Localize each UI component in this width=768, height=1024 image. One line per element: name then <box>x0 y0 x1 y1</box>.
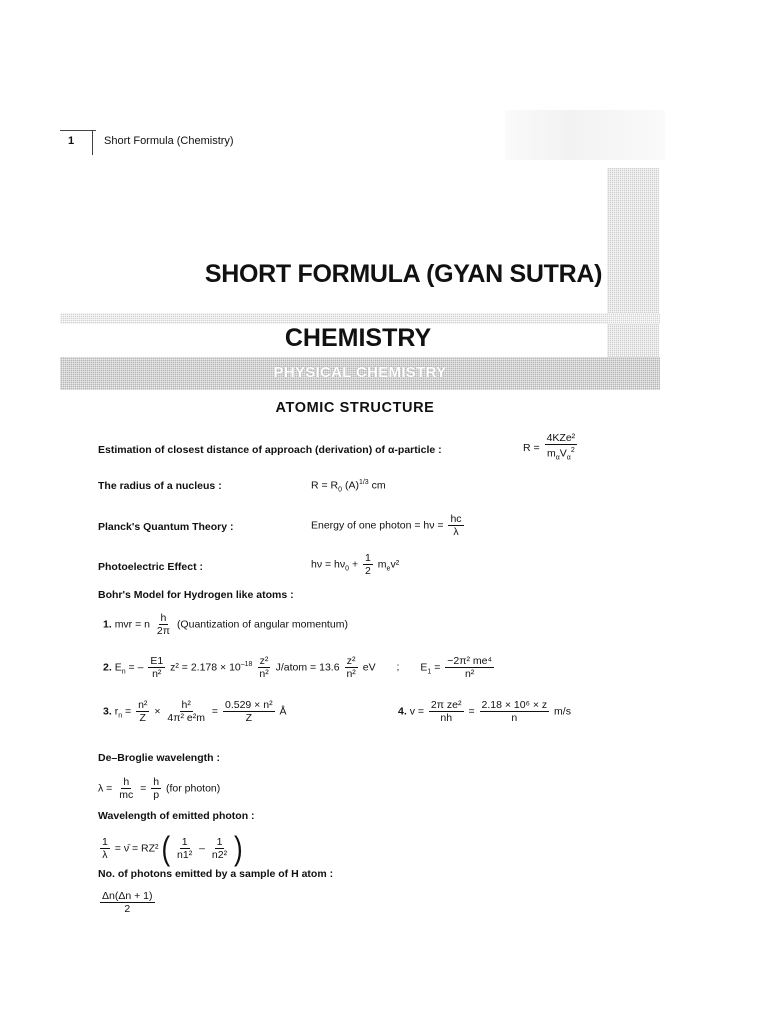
header-rule-vertical <box>92 131 93 155</box>
bohr-label: Bohr's Model for Hydrogen like atoms : <box>98 589 294 601</box>
nucleus-radius-label: The radius of a nucleus : <box>98 480 222 492</box>
bohr-eq-2: 2. $E_n$ = – $\frac{E1}{\text{n²}}$ $z^2 = 2.178 \times 10^{-18}$ $\frac{\text{z²}}{\text{n²}}$ J/atom = 13.6 $\frac{\text{z²}}{\text{n²}}$ eV ; $E_1$ = $\frac{\text{−2π² me⁴}}{\text{n²}}$ <box>103 655 492 680</box>
bohr-eq-4: 4. v = $\frac{\text{2π ze²}}{nh}$ = $\frac{\text{2.18 × 10⁶ × z}}{n}$ m/s <box>398 699 571 724</box>
halftone-band <box>60 313 660 324</box>
page-number: 1 <box>68 135 75 147</box>
debroglie-label: De–Broglie wavelength : <box>98 752 220 764</box>
photoelectric-label: Photoelectric Effect : <box>98 561 204 573</box>
planck-label: Planck's Quantum Theory : <box>98 521 234 533</box>
photons-emitted-label: No. of photons emitted by a sample of H atom : <box>98 868 334 880</box>
bohr-eq-3: 3. $r_n$ = $\frac{\text{n²}}{Z}$ × $\frac{\text{h²}}{\text{4π² e²m}}$ = $\frac{\text{0.529 × n²}}{Z}$ Å <box>103 699 287 724</box>
emitted-wavelength-formula: $\frac{1}{\lambda}$ = ν̄ = RZ² ( $\frac{1}{\text{n1²}}$ – $\frac{1}{\text{n2²}}$ ) <box>102 828 243 868</box>
emitted-wavelength-label: Wavelength of emitted photon : <box>98 810 255 822</box>
subject-title: CHEMISTRY <box>284 324 432 352</box>
closest-approach-label: Estimation of closest distance of approach (derivation) of α-particle : <box>98 444 442 456</box>
running-title: Short Formula (Chemistry) <box>104 135 234 147</box>
section-title: ATOMIC STRUCTURE <box>275 400 435 416</box>
header-rule-horizontal <box>60 130 96 131</box>
photons-emitted-formula: $\frac{\Delta n(\Delta n + 1)}{2}$ <box>102 890 153 915</box>
banner-title: PHYSICAL CHEMISTRY <box>273 364 447 381</box>
photoelectric-formula: $h\nu = h\nu_0$ + $\frac{1}{2}$ $m_ev^2$ <box>311 552 400 577</box>
document-title: SHORT FORMULA (GYAN SUTRA) <box>204 260 603 288</box>
bohr-eq-1: 1. mvr = n $\frac{h}{2\pi}$ (Quantization of angular momentum) <box>103 612 348 637</box>
closest-approach-formula: R = $\frac{\text{4KZe²}}{m_\alpha V_\alpha^2}$ <box>523 432 576 462</box>
planck-formula: Energy of one photon = hν = $\frac{hc}{\lambda}$ <box>311 513 462 538</box>
nucleus-radius-formula: $R = R_0$ $(A)^{1/3}$ cm <box>311 479 386 494</box>
debroglie-formula: λ = $\frac{h}{mc}$ = $\frac{h}{p}$ (for photon) <box>98 776 221 801</box>
decorative-shade <box>505 110 665 160</box>
